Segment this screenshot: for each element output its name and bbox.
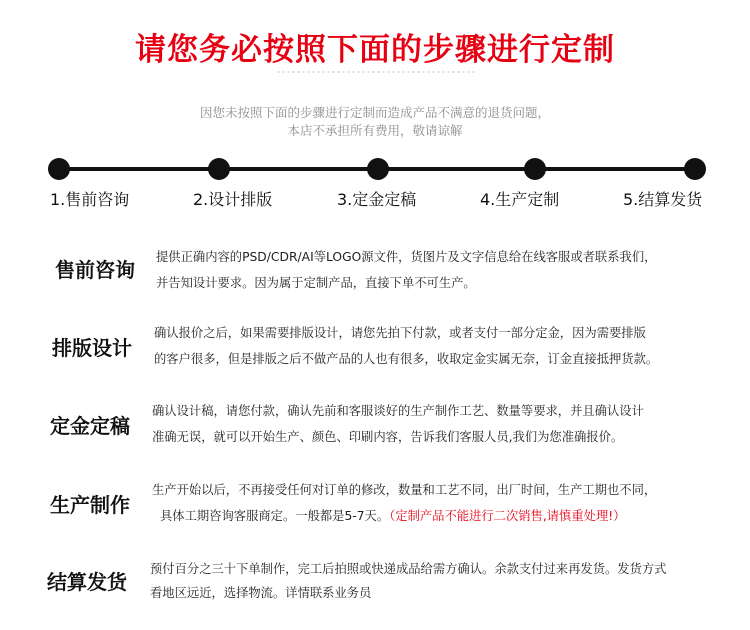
step-label-2: 2.设计排版 (193, 190, 273, 209)
step-label-3: 3.定金定稿 (337, 190, 417, 209)
timeline-dot-2 (208, 158, 230, 180)
timeline-dot-4 (524, 158, 546, 180)
section-text-line-2: 的客户很多，但是排版之后不做产品的人也有很多，收取定金实属无奈，订金直接抵押货款。 (154, 352, 659, 366)
notice-line-1: 因您未按照下面的步骤进行定制而造成产品不满意的退货问题， (199, 105, 550, 120)
section-text-line-1: 预付百分之三十下单制作，完工后拍照或快递成品给需方确认。余款支付过来再发货。发货方式 (150, 562, 667, 576)
step-label-4: 4.生产定制 (480, 190, 560, 209)
section-title: 排版设计 (52, 336, 132, 360)
timeline-dot-5 (684, 158, 706, 180)
section-text-line-1: 提供正确内容的PSD/CDR/AI等LOGO源文件，货图片及文字信息给在线客服或者联系我们， (156, 250, 657, 264)
timeline-dot-1 (48, 158, 70, 180)
section-text-line-2 (160, 503, 625, 529)
section-text-line-1: 生产开始以后，不再接受任何对订单的修改，数量和工艺不同，出厂时间，生产工期也不同， (152, 483, 657, 497)
section-title: 定金定稿 (50, 414, 130, 438)
section-title: 生产制作 (50, 493, 130, 517)
section-text-line-2: 准确无误，就可以开始生产、颜色、印刷内容，告诉我们客服人员,我们为您准确报价。 (152, 430, 624, 444)
section-title: 售前咨询 (55, 258, 135, 282)
notice-line-2: 本店不承担所有费用，敬请谅解 (287, 123, 463, 138)
section-text-line-2: 看地区远近，选择物流。详情联系业务员 (150, 586, 372, 600)
step-label-1: 1.售前咨询 (50, 190, 130, 209)
title-dotted-divider (276, 70, 476, 74)
page-title: 请您务必按照下面的步骤进行定制 (135, 32, 615, 68)
section-text-line-1: 确认设计稿，请您付款，确认先前和客服谈好的生产制作工艺、数量等要求，并且确认设计 (152, 404, 644, 418)
timeline-dot-3 (367, 158, 389, 180)
section-text-line-1: 确认报价之后，如果需要排版设计，请您先拍下付款，或者支付一部分定金，因为需要排版 (154, 326, 646, 340)
section-title: 结算发货 (47, 570, 127, 594)
section-text-line-2-main: 具体工期咨询客服商定。一般都是5-7天。 (160, 509, 390, 523)
warning-text: （定制产品不能进行二次销售,请慎重处理!） (389, 509, 626, 523)
section-text-line-2: 并告知设计要求。因为属于定制产品，直接下单不可生产。 (156, 276, 476, 290)
step-label-5: 5.结算发货 (623, 190, 703, 209)
